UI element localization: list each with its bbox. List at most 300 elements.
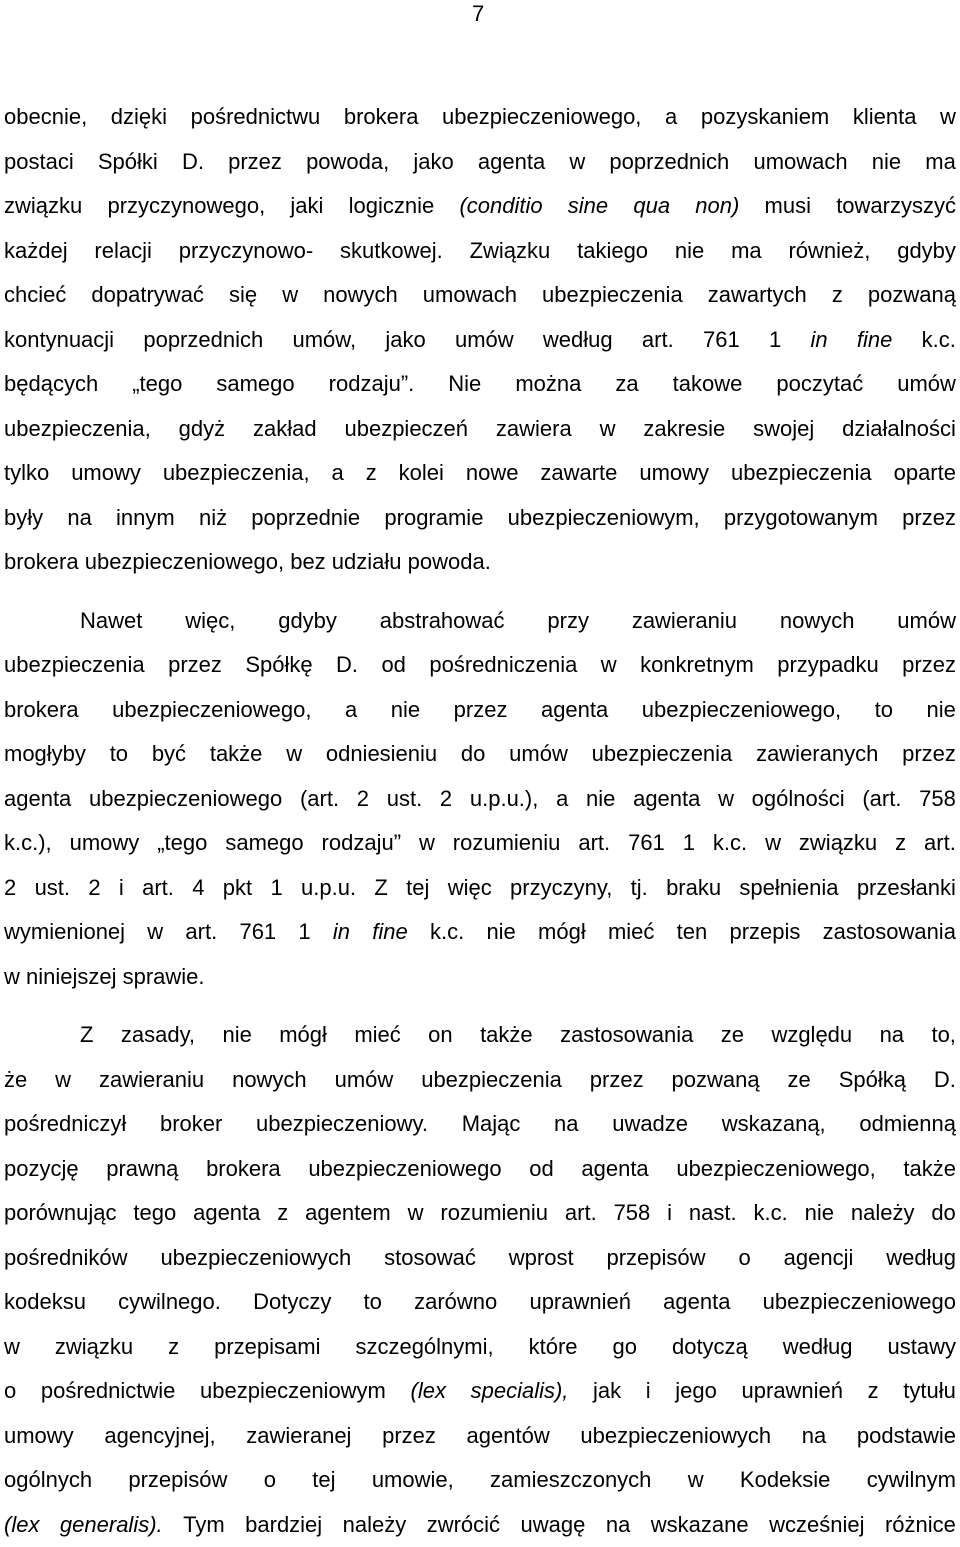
word: ubezpieczeniowy. [256,1102,428,1147]
word: agenta [581,1147,648,1192]
word: nie [486,910,515,955]
word: pośrednictwu [191,95,321,140]
word: na [880,1013,904,1058]
word: agenta [633,777,700,822]
word: spełnienia [739,866,838,911]
word: towarzyszyć [836,184,956,229]
word: względu [771,1013,852,1058]
word: nie [391,688,420,733]
word: ogólności [752,777,845,822]
word: pozyskaniem [701,95,829,140]
word: agencyjnej, [104,1414,215,1459]
word: bardziej [245,1503,322,1547]
word: z [895,821,906,866]
word: qua [633,184,670,229]
word: pośredników [4,1236,128,1281]
word: agentem [305,1191,391,1236]
word: ubezpieczeniowego [89,777,282,822]
word: według [783,1325,853,1370]
word: to [110,732,128,777]
word: (conditio [459,184,542,229]
word: pozycję [4,1147,79,1192]
word: takowe [673,362,743,407]
word: ubezpieczenia, [163,451,310,496]
text-line [4,1325,956,1370]
word: działalności [842,407,956,452]
word: cywilnego. [118,1280,221,1325]
word: o [264,1458,276,1503]
word: zakresie [643,407,725,452]
word: programie [384,496,483,541]
word: jak [593,1369,621,1414]
word: jego [675,1369,717,1414]
word: za [615,362,638,407]
word: które [529,1325,578,1370]
word: zastosowania [823,910,956,955]
word: k.c. [430,910,464,955]
word: przez [902,732,956,777]
word: kolei [399,451,444,496]
word: z [277,1191,288,1236]
paragraph-gap [4,585,956,599]
word: różnice [885,1503,956,1547]
word: nast. [689,1191,737,1236]
word: chcieć [4,273,66,318]
word: kontynuacji [4,318,114,363]
word: a [332,451,344,496]
word: innym [116,496,175,541]
word: D. [182,140,204,185]
text-line [4,540,956,585]
word: rodzaju” [322,821,401,866]
word: k.c. [713,821,747,866]
word: art. [142,866,174,911]
word: nowych [232,1058,307,1103]
word: nowych [323,273,398,318]
word: przez [590,1058,644,1103]
word: 758 [919,777,956,822]
word: 2 [88,866,100,911]
word: k.c. [922,318,956,363]
word: rodzaju”. [329,362,415,407]
word: przypadku [777,643,879,688]
word: były [4,496,43,541]
text-line [4,362,956,407]
word: jako [385,318,425,363]
text-line [4,688,956,733]
word: gdyż [179,407,225,452]
word: wskazane [651,1503,749,1547]
word: samego [225,821,303,866]
word: mógł [279,1013,327,1058]
word: tytułu [903,1369,956,1414]
word: przez [454,688,508,733]
word: pośredniczył [4,1102,126,1147]
word: ust. [387,777,422,822]
word: w [765,821,781,866]
text-line [4,407,956,452]
word: z [832,273,843,318]
word: takiego [577,229,648,274]
word: pozwaną [868,273,956,318]
word: brokera [4,688,79,733]
text-line [4,910,956,955]
word: tej [312,1458,335,1503]
word: k.c.), [4,821,52,866]
word: i [119,866,124,911]
word: agenta [541,688,608,733]
word: rozumieniu [440,1191,548,1236]
word: więc [448,866,492,911]
word: ubezpieczeniowego, [676,1147,875,1192]
word: nie [805,1191,834,1236]
word: 2 [4,866,16,911]
word: umów [455,318,514,363]
word: ogólnych [4,1458,92,1503]
word: 4 [192,866,204,911]
word: ubezpieczeniowego, [642,688,841,733]
word: art. [642,318,674,363]
word: braku [666,866,721,911]
text-line [4,451,956,496]
word: poprzednich [143,318,263,363]
word: umów, [292,318,356,363]
word: (lex [411,1369,446,1414]
word: w [600,407,616,452]
word: każdej [4,229,68,274]
word: ze [721,1013,744,1058]
word: ubezpieczeniowym, [508,496,700,541]
word: odniesieniu [326,732,437,777]
word: pośrednictwie [41,1369,176,1414]
word: ubezpieczenia [421,1058,562,1103]
word: art. [565,1191,597,1236]
word: przepis [729,910,800,955]
word: „tego [157,821,207,866]
word: 2 [440,777,452,822]
word: brokera [206,1147,281,1192]
word: zwrócić [427,1503,500,1547]
word: związku [4,184,82,229]
word: samego [216,362,294,407]
word: zasady, [121,1013,195,1058]
word: mieć [608,910,654,955]
word: zawarte [540,451,617,496]
word: gdyby [278,599,337,644]
word: ubezpieczenia [731,451,872,496]
word: tego [133,1191,176,1236]
word: według [886,1236,956,1281]
word: tj. [631,866,648,911]
text-line [4,1503,956,1547]
text-line [4,1058,956,1103]
word: brokera [344,95,419,140]
word: sprawie. [123,955,205,1000]
word: art. [578,821,610,866]
word: ubezpieczeniowego, [85,540,290,585]
paragraph-gap [4,999,956,1013]
word: a [345,688,357,733]
text-line [4,184,956,229]
word: z [366,451,377,496]
word: jaki [290,184,323,229]
word: (art. [862,777,901,822]
word: u.p.u.), [470,777,538,822]
word: Nawet [80,599,142,644]
word: nie [222,1013,251,1058]
word: (lex [4,1503,39,1547]
word: na [554,1102,578,1147]
word: in [333,910,350,955]
word: kodeksu [4,1280,86,1325]
text-line [4,273,956,318]
word: pozwaną [672,1058,760,1103]
word: ubezpieczeniowego [763,1280,956,1325]
word: także [480,1013,533,1058]
word: od [381,643,405,688]
word: nie [927,688,956,733]
word: podstawie [857,1414,956,1459]
word: art. [924,821,956,866]
word: 1 [769,318,781,363]
word: należy [851,1191,915,1236]
word: zawiera [496,407,572,452]
body-text [4,95,956,1547]
word: w [282,273,298,318]
text-line [4,866,956,911]
word: nie [675,229,704,274]
word: w [718,777,734,822]
word: 2 [357,777,369,822]
word: w [55,1058,71,1103]
word: można [515,362,581,407]
word: umowy [639,451,709,496]
word: porównując [4,1191,117,1236]
word: niż [199,496,227,541]
word: Spółką [839,1058,906,1103]
word: mieć [354,1013,400,1058]
word: umowy [4,1414,74,1459]
word: zawieraniu [632,599,737,644]
word: na [802,1414,826,1459]
word: u.p.u. [301,866,356,911]
word: zawieranej [246,1414,351,1459]
text-line [4,1191,956,1236]
word: w [4,1325,20,1370]
word: Tym [183,1503,225,1547]
word: powoda, [306,140,389,185]
word: i [646,1369,651,1414]
word: rozumieniu [453,821,561,866]
word: 1 [298,910,310,955]
word: 1 [270,866,282,911]
word: nowe [466,451,519,496]
word: w [940,95,956,140]
word: nie [586,777,615,822]
word: przygotowanym [724,496,878,541]
word: w [4,955,26,1000]
word: fine [857,318,892,363]
word: poprzednie [251,496,360,541]
word: musi [765,184,811,229]
word: a [556,777,568,822]
word: umów [509,732,568,777]
word: wprost [509,1236,574,1281]
word: zawieraniu [99,1058,204,1103]
word: ubezpieczeniowego [308,1147,501,1192]
word: nowych [780,599,855,644]
word: a [665,95,677,140]
word: agentów [467,1414,550,1459]
word: oparte [894,451,956,496]
word: abstrahować [380,599,505,644]
word: ubezpieczenia [542,273,683,318]
word: w [601,643,617,688]
word: o [4,1369,16,1414]
word: ten [677,910,708,955]
word: ze [788,1058,811,1103]
word: uprawnień [742,1369,844,1414]
word: wymienionej [4,910,125,955]
text-line [4,1414,956,1459]
word: przez [382,1414,436,1459]
word: wskazaną, [722,1102,826,1147]
word: w [286,732,302,777]
word: (art. [300,777,339,822]
word: ubezpieczeń [344,407,468,452]
word: D. [336,643,358,688]
word: in [810,318,827,363]
word: „tego [132,362,182,407]
text-line [4,955,956,1000]
word: umowy [71,451,141,496]
word: nie [872,140,901,185]
word: mogłyby [4,732,86,777]
word: 761 [703,318,740,363]
word: agenta [478,140,545,185]
word: do [461,732,485,777]
word: dotyczą [672,1325,748,1370]
text-line [4,496,956,541]
word: ma [731,229,762,274]
word: ubezpieczenia [4,643,145,688]
word: swojej [753,407,814,452]
word: o [738,1236,750,1281]
text-line [4,1458,956,1503]
word: zarówno [414,1280,497,1325]
word: w [569,140,585,185]
word: ubezpieczeniowym [200,1369,386,1414]
word: według [543,318,613,363]
word: obecnie, [4,95,87,140]
word: ma [925,140,956,185]
word: art. [185,910,217,955]
word: umowach [753,140,847,185]
word: D. [934,1058,956,1103]
word: z [168,1325,179,1370]
word: zawartych [708,273,807,318]
word: on [428,1013,452,1058]
text-line [4,318,956,363]
word: mógł [538,910,586,955]
word: zawieranych [756,732,878,777]
word: że [4,1058,27,1103]
word: Kodeksie [740,1458,831,1503]
word: fine [372,910,407,955]
word: sine [568,184,608,229]
word: go [613,1325,637,1370]
text-line [4,643,956,688]
text-line [4,1280,956,1325]
word: relacji [94,229,151,274]
word: w [688,1458,704,1503]
word: Spółki [98,140,158,185]
word: przez [228,140,282,185]
word: Nie [448,362,481,407]
word: ust. [35,866,70,911]
word: i [667,1191,672,1236]
word: to [875,688,893,733]
text-line [4,1102,956,1147]
word: się [229,273,257,318]
word: do [931,1191,955,1236]
word: przez [168,643,222,688]
word: przy [547,599,589,644]
word: udziału [332,540,408,585]
word: Z [374,866,387,911]
word: przepisami [214,1325,320,1370]
word: umów [335,1058,394,1103]
word: uwadze [612,1102,688,1147]
word: ubezpieczenia, [4,407,151,452]
word: na [606,1503,630,1547]
word: dopatrywać [91,273,204,318]
text-line [4,732,956,777]
word: także [210,732,263,777]
word: 758 [614,1191,651,1236]
word: skutkowej. [340,229,443,274]
word: ubezpieczenia [592,732,733,777]
word: należy [343,1503,407,1547]
text-line [4,1369,956,1414]
word: przyczyny, [510,866,612,911]
word: Z [80,1013,93,1058]
word: związku [799,821,877,866]
word: przepisów [607,1236,706,1281]
word: więc, [185,599,235,644]
word: zastosowania [560,1013,693,1058]
word: to, [931,1013,955,1058]
text-line [4,95,956,140]
word: prawną [106,1147,178,1192]
word: pośredniczenia [429,643,577,688]
word: umów [897,362,956,407]
word: cywilnym [867,1458,956,1503]
word: umowach [423,273,517,318]
word: to [364,1280,382,1325]
text-line [4,777,956,822]
word: tylko [4,451,49,496]
word: wcześniej [769,1503,864,1547]
word: przepisów [128,1458,227,1503]
word: generalis). [60,1503,163,1547]
word: ubezpieczeniowego, [112,688,311,733]
word: konkretnym [640,643,754,688]
word: zamieszczonych [490,1458,651,1503]
word: agenta [4,777,71,822]
word: logicznie [349,184,435,229]
word: umów [897,599,956,644]
